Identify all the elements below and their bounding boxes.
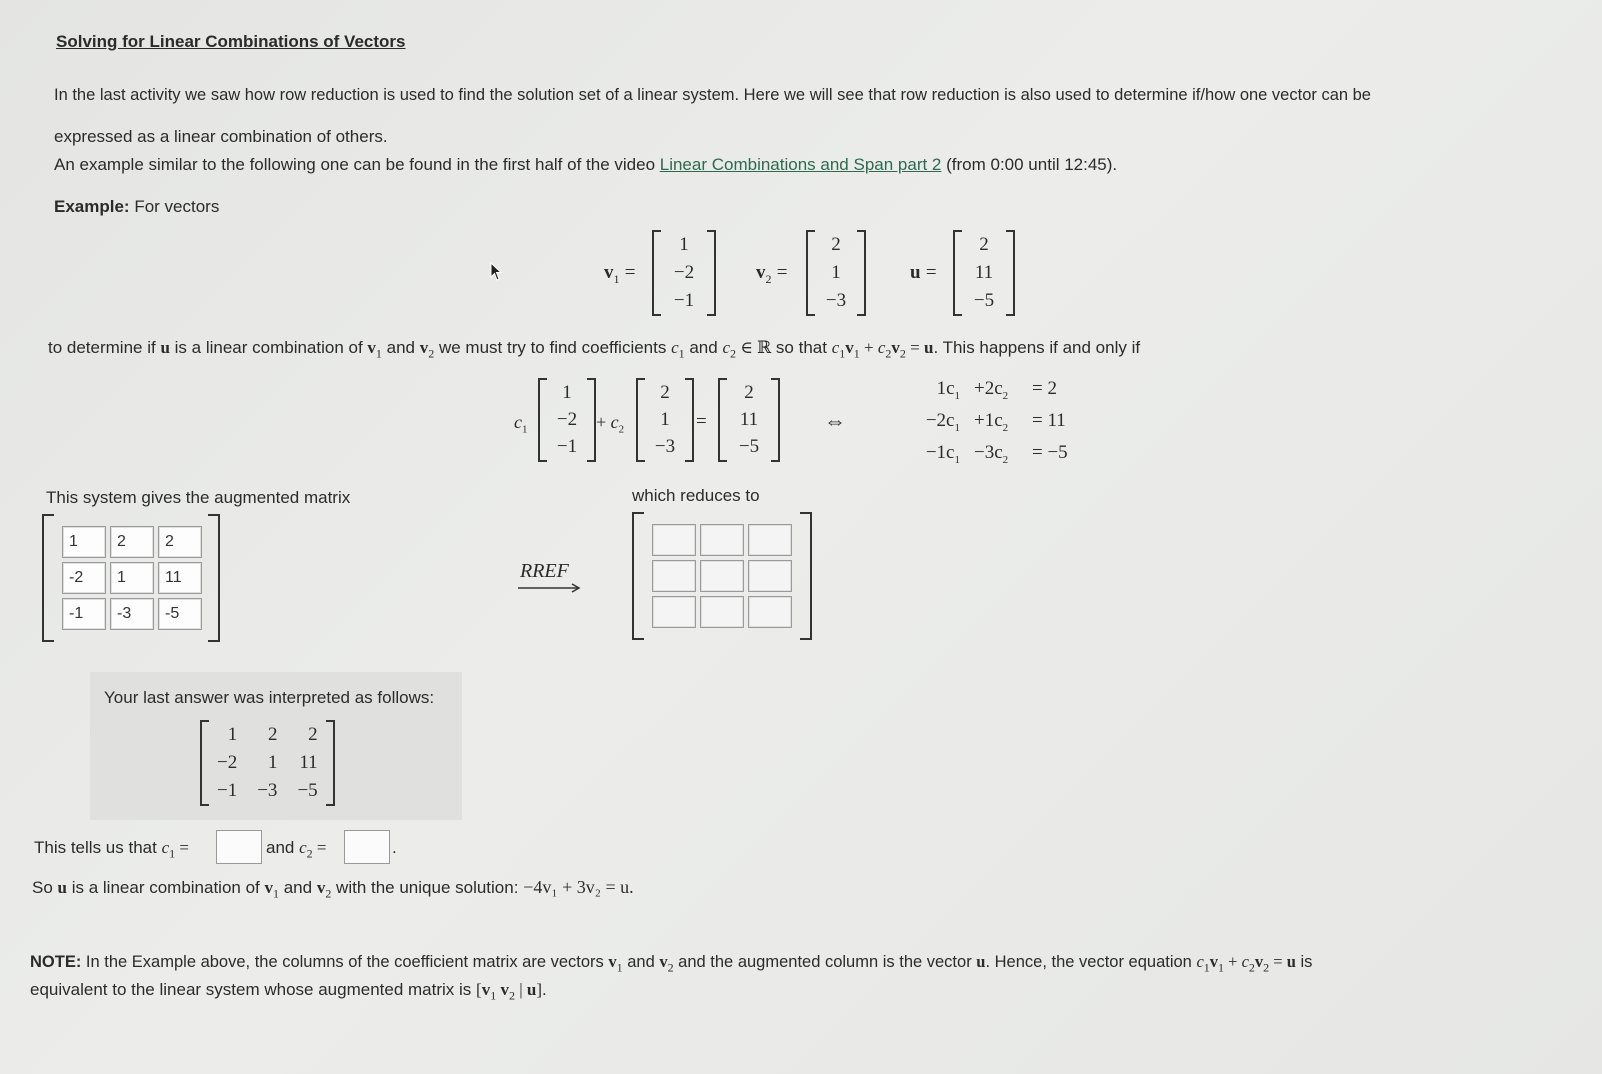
rref-left-bracket <box>632 512 644 640</box>
aug-left-bracket <box>42 514 54 642</box>
u-entry: 11 <box>974 262 994 283</box>
intro-line-1: In the last activity we saw how row reduction is used to find the solution set of a linear system. Here we will see that row reduction is also used to determine if/how one vector can be <box>54 86 1371 104</box>
v2-entry: 2 <box>831 234 841 255</box>
tells-suffix: . <box>392 838 397 857</box>
aug-cell[interactable]: -3 <box>110 598 154 630</box>
intro-line-2: expressed as a linear combination of others. <box>54 127 388 146</box>
determine-line: to determine if u is a linear combination of $v_1$ and $v_2$ we must try to find coefficients $c_1$ and $c_2$ ∈ ℝ so that $c_1v_1 + c_2v_2 = u$. This happens if and only if <box>48 338 1141 361</box>
eq-vector-v1 <box>538 378 596 462</box>
rref-cell-input[interactable] <box>700 524 744 556</box>
vector-v1 <box>652 230 716 316</box>
page-title: Solving for Linear Combinations of Vectors <box>56 32 406 51</box>
aug-cell[interactable]: 1 <box>110 562 154 594</box>
eq-vector-v2 <box>636 378 694 462</box>
eq-vector-u <box>718 378 780 462</box>
aug-cell[interactable]: 11 <box>158 562 202 594</box>
vector-u <box>953 230 1015 316</box>
plus-c2-symbol: + $c_2$ <box>596 412 625 436</box>
vector-u-label: u = <box>910 262 937 283</box>
u-entry: 2 <box>979 234 989 255</box>
solution-equation: −4v₁ + 3v₂ = u. <box>523 877 634 897</box>
video-link[interactable]: Linear Combinations and Span part 2 <box>659 155 942 174</box>
example-bold: Example: <box>54 197 130 216</box>
c1-input[interactable] <box>216 830 262 864</box>
eq-u-entry: 2 <box>744 382 754 403</box>
vector-v2 <box>806 230 866 316</box>
v2-entry: −3 <box>825 290 847 311</box>
aug-cell[interactable]: -2 <box>62 562 106 594</box>
u-entry: −5 <box>973 290 995 311</box>
video-line <box>54 155 1117 175</box>
eq-u-entry: −5 <box>738 436 760 457</box>
tells-middle: and $c_2$ = <box>266 838 327 861</box>
rref-cell-input[interactable] <box>652 524 696 556</box>
video-suffix: (from 0:00 until 12:45). <box>941 155 1118 174</box>
rref-cell-input[interactable] <box>700 560 744 592</box>
rref-cell-input[interactable] <box>652 560 696 592</box>
c2-input[interactable] <box>344 830 390 864</box>
eq-u-entry: 11 <box>739 409 759 430</box>
vector-v1-label: $v_1$ = <box>604 262 636 286</box>
eq-v1-entry: −2 <box>556 409 578 430</box>
iff-symbol: ⇔ <box>824 408 846 433</box>
eq-v2-entry: 1 <box>660 409 670 430</box>
mouse-cursor-icon <box>490 262 504 282</box>
augmented-label: This system gives the augmented matrix <box>46 488 351 507</box>
video-prefix: An example similar to the following one can be found in the first half of the video <box>54 155 660 174</box>
example-rest: For vectors <box>129 197 220 216</box>
aug-cell[interactable]: -1 <box>62 598 106 630</box>
equals-sign: = <box>696 411 707 432</box>
v2-entry: 1 <box>831 262 841 283</box>
reduces-label: which reduces to <box>632 486 760 505</box>
v1-entry: −1 <box>673 290 695 311</box>
rref-label: RREF <box>520 560 569 582</box>
note-line-1: NOTE: In the Example above, the columns of the coefficient matrix are vectors $v_1$ and $v_2$ and the augmented column is the vector u. Hence, the vector equation $c_1v_1 + c_2v_2 = u$ is <box>30 952 1313 975</box>
aug-cell[interactable]: -5 <box>158 598 202 630</box>
aug-cell[interactable]: 2 <box>158 526 202 558</box>
interpreted-matrix: 1 2 2 −2 1 11 −1 −3 −5 <box>200 720 335 806</box>
aug-cell[interactable]: 1 <box>62 526 106 558</box>
rref-cell-input[interactable] <box>652 596 696 628</box>
rref-cell-input[interactable] <box>748 596 792 628</box>
eq-v2-entry: 2 <box>660 382 670 403</box>
vector-v2-label: $v_2$ = <box>756 262 788 286</box>
c1-symbol: $c_1$ <box>514 412 528 436</box>
rref-arrow-icon <box>518 582 582 594</box>
aug-cell[interactable]: 2 <box>110 526 154 558</box>
aug-right-bracket <box>208 514 220 642</box>
rref-cell-input[interactable] <box>700 596 744 628</box>
interpreted-answer-panel <box>90 672 462 820</box>
eq-v1-entry: −1 <box>556 436 578 457</box>
eq-v2-entry: −3 <box>654 436 676 457</box>
rref-cell-input[interactable] <box>748 560 792 592</box>
solution-line: So u is a linear combination of $v_1$ and $v_2$ with the unique solution: −4v₁ + 3v₂ = u. <box>32 877 634 901</box>
v1-entry: 1 <box>679 234 689 255</box>
eq-v1-entry: 1 <box>562 382 572 403</box>
note-line-2: equivalent to the linear system whose augmented matrix is [$v_1$ $v_2$ | u]. <box>30 980 547 1003</box>
tells-line: This tells us that $c_1$ = <box>34 838 189 861</box>
linear-system: $1c_1$ $+2c_2$ = 2 $-2c_1$ $+1c_2$ = 11 $-1c_1$ $-3c_2$ = −5 <box>925 378 1068 466</box>
interpreted-label: Your last answer was interpreted as follows: <box>104 688 435 707</box>
rref-cell-input[interactable] <box>748 524 792 556</box>
example-line <box>54 197 219 217</box>
rref-right-bracket <box>800 512 812 640</box>
v1-entry: −2 <box>673 262 695 283</box>
